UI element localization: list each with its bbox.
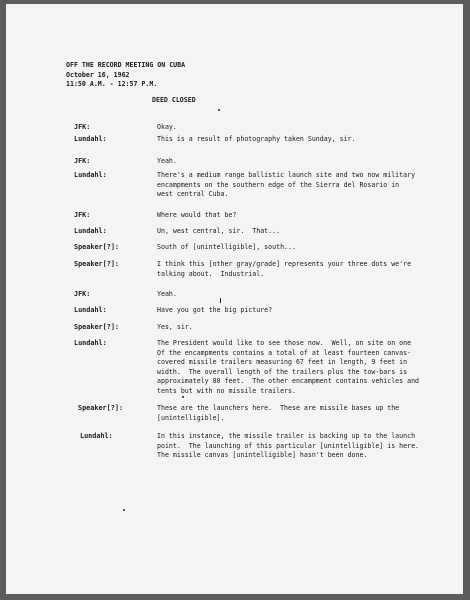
speaker-label: Speaker[?]: [74, 323, 120, 331]
speaker-label: Speaker[?]: [74, 260, 120, 268]
speaker-label: Speaker[?]: [78, 404, 124, 412]
scan-speck [123, 509, 125, 511]
header-time: 11:50 A.M. - 12:57 P.M. [66, 80, 158, 89]
speaker-label: JFK: [74, 211, 91, 219]
speaker-label: Speaker[?]: [74, 243, 120, 251]
speech-text: This is a result of photography taken Sunday, sir. [157, 135, 356, 143]
document-subtitle: DEED CLOSED [152, 96, 196, 104]
header-date: October 16, 1962 [66, 70, 130, 79]
speech-text: Where would that be? [157, 211, 237, 219]
speaker-label: Lundahl: [74, 171, 107, 179]
speaker-label: Lundahl: [80, 432, 113, 440]
speech-text: Yeah. [157, 290, 177, 298]
speaker-label: Lundahl: [74, 227, 107, 235]
speech-text: In this instance, the missile trailer is backing up to the launch point. The launching of this particular [unintelligible] is here. The missile canvas [unintelligible] hasn't been done. [157, 432, 420, 460]
speech-text: South of [unintelligible], south... [157, 243, 296, 251]
speech-text: These are the launchers here. These are missile bases up the [unintelligible]. [157, 404, 400, 422]
speaker-label: JFK: [74, 290, 91, 298]
speech-text: There's a medium range ballistic launch site and two now military encampments on the southern edge of the Sierra del Rosario in west central Cuba. [157, 171, 416, 199]
speech-text: Yeah. [157, 157, 177, 165]
document-page [6, 4, 463, 594]
speech-text: Yes, sir. [157, 323, 193, 331]
speaker-label: Lundahl: [74, 339, 107, 347]
speaker-label: Lundahl: [74, 306, 107, 314]
speech-text: Un, west central, sir. That... [157, 227, 281, 235]
speech-text: The President would like to see those now. Well, on site on one Of the encampments contains a total of at least fourteen canvas- covered missile trailers measuring 67 feet in length, 9 feet in width. The overall length of the trailers plus the tow-bars is approximately 80 feet. The other encampment contains vehicles and tents but with no missile trailers. [157, 339, 420, 395]
speech-text: Okay. [157, 123, 177, 131]
scan-speck [220, 298, 221, 303]
speech-text: Have you got the big picture? [157, 306, 273, 314]
speaker-label: JFK: [74, 157, 91, 165]
scan-speck [182, 396, 184, 398]
document-header [66, 61, 185, 90]
header-title: OFF THE RECORD MEETING ON CUBA [66, 61, 186, 69]
speaker-label: Lundahl: [74, 135, 107, 143]
speaker-label: JFK: [74, 123, 91, 131]
speech-text: I think this [other gray/grade] represents your three dots we're talking about. Industrial. [157, 260, 412, 278]
scan-speck [218, 109, 220, 111]
